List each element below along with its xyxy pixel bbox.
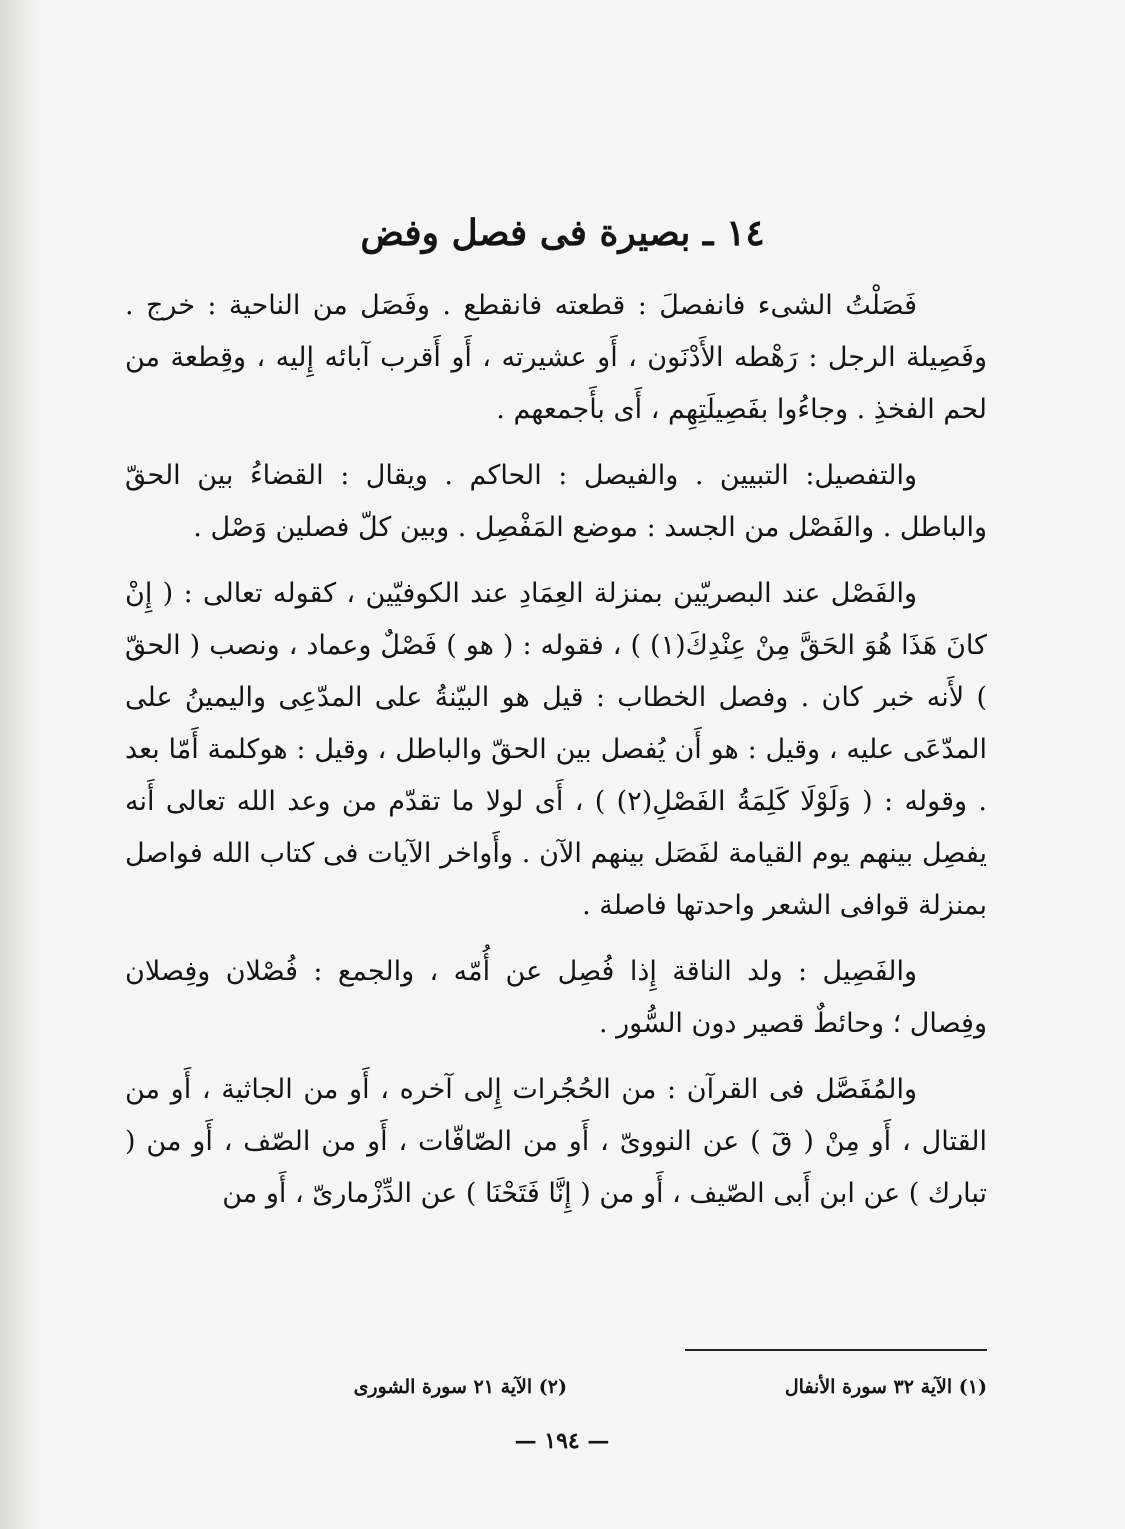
paragraph-4: والفَصِيل : ولد الناقة إِذا فُصِل عن أُمّه ، والجمع : فُصْلان وفِصلان وفِصال ؛ وحائطٌ قصير دون السُّور . xyxy=(125,956,987,1039)
paragraph-2: والتفصيل: التبيين . والفيصل : الحاكم . ويقال : القضاءُ بين الحقّ والباطل . والفَصْل من الجسد : موضع المَفْصِل . وبين كلّ فصلين وَصْل . xyxy=(125,460,987,543)
body-text xyxy=(125,280,987,1234)
paragraph-5: والمُفَصَّل فى القرآن : من الحُجُرات إِلى آخره ، أَو من الجاثية ، أَو من القتال ، أَو مِنْ ( قٓ ) عن النووىّ ، أَو من الصّافّات ، أَو من الصّف ، أَو من ( تبارك ) عن ابن أَبى الصّيف ، أَو من ( إِنَّا فَتَحْنَا ) عن الدِّزْمارىّ ، أَو من xyxy=(125,1074,987,1209)
section-title: ١٤ ـ بصيرة فى فصل وفض xyxy=(360,212,765,254)
paragraph-3: والفَصْل عند البصريّين بمنزلة العِمَادِ عند الكوفيّين ، كقوله تعالى : ( إِنْ كانَ هَذَا هُوَ الحَقَّ مِنْ عِنْدِكَ(١) ) ، فقوله : ( هو ) فَصْلٌ وعماد ، ونصب ( الحقّ ) لأَنه خبر كان . وفصل الخطاب : قيل هو البيّنةُ على المدّعِى واليمينُ على المدّعَى عليه ، وقيل : هو أَن يُفصل بين الحقّ والباطل ، وقيل : هوكلمة أَمّا بعد . وقوله : ( وَلَوْلَا كَلِمَةُ الفَصْلِ(٢) ) ، أَى لولا ما تقدّم من وعد الله تعالى أَنه يفصِل بينهم يوم القيامة لفَصَل بينهم الآن . وأَواخر الآيات فى كتاب الله فواصل بمنزلة قوافى الشعر واحدتها فاصلة . xyxy=(125,578,988,921)
footnote-2: (٢) الآية ٢١ سورة الشورى xyxy=(353,1376,567,1398)
footnote-divider xyxy=(685,1349,987,1351)
footnote-1: (١) الآية ٣٢ سورة الأنفال xyxy=(784,1376,987,1398)
page-number: — ١٩٤ — xyxy=(514,1428,610,1454)
page-edge-shadow xyxy=(0,0,40,1529)
paragraph-1: فَصَلْتُ الشىء فانفصلَ : قطعته فانقطع . وفَصَل من الناحية : خرج . وفَصِيلة الرجل : رَهْطه الأَدْنَون ، أَو عشيرته ، أَو أَقرب آبائه إِليه ، وقِطعة من لحم الفخذِ . وجاءُوا بفَصِيلَتِهِم ، أَى بأَجمعهم . xyxy=(125,290,987,425)
footnotes xyxy=(127,1372,987,1402)
